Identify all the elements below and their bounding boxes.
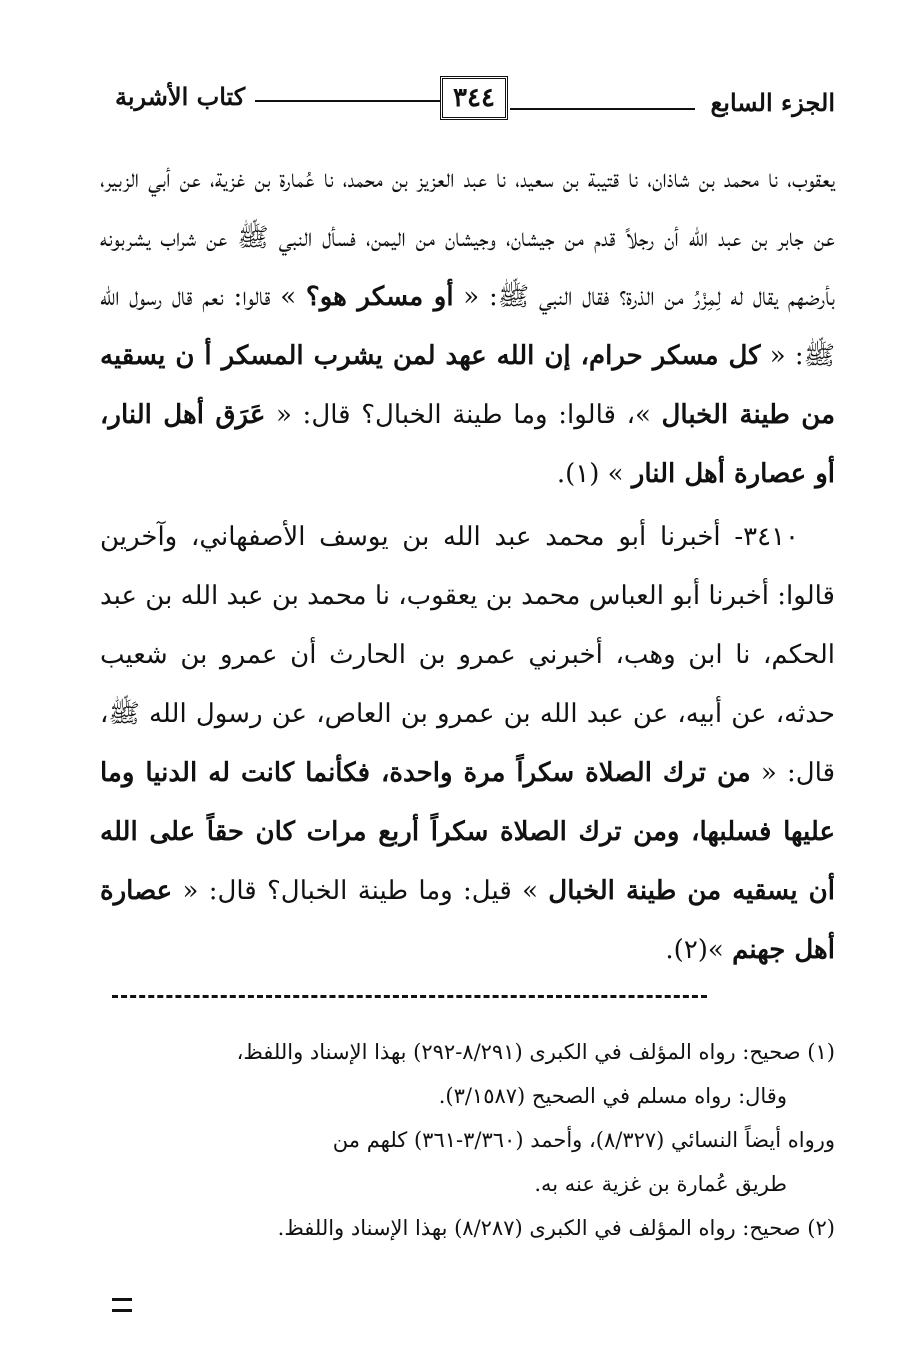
footnote-2: (٢) صحيح: رواه المؤلف في الكبرى (٨/٢٨٧) بهذا الإسناد واللفظ. (277, 1216, 835, 1240)
prophetic-quote: أو مسكر هو؟ (305, 282, 454, 312)
footnote-1-line: ورواه أيضاً النسائي (٨/٣٢٧)، وأحمد (٣/٣٦٠-٣٦١) كلهم من (332, 1128, 835, 1152)
footnote-1-line: (١) صحيح: رواه المؤلف في الكبرى (٨/٢٩١-٢٩٢) بهذا الإسناد واللفظ، (236, 1040, 835, 1064)
text-run: يعقوب، نا محمد بن شاذان، نا قتيبة بن سعيد، نا عبد العزيز بن محمد، نا عُمارة بن غزية، عن أبي الزبير، عن جابر بن عبد الله أن رجلاً قدم من جيشان، وجيشان من اليمن، فسأل النبي ﷺ عن شراب يشربونه بأرضهم يقال له لِمِزْرُ من الذرة؟ فقال النبي ﷺ: « (100, 164, 835, 312)
paragraph-hadith-3410 (100, 508, 835, 980)
footnote-1-line: وقال: رواه مسلم في الصحيح (٣/١٥٨٧). (438, 1084, 787, 1108)
header-rule-right (510, 108, 695, 110)
prophetic-quote: من ترك الصلاة سكراً مرة واحدة، فكأنما كانت له الدنيا وما عليها فسلبها، ومن ترك الصلاة سكراً أربع مرات كان حقاً على الله أن يسقيه من طينة الخبال (100, 758, 835, 906)
header-rule-left (255, 100, 440, 102)
end-mark (112, 1298, 132, 1312)
text-run: »، قالوا: وما طينة الخبال؟ قال: « (265, 400, 662, 430)
prophetic-quote: كل مسكر حرام، إن الله عهد لمن يشرب المسكر أ ن يسقيه من طينة الخبال (100, 341, 835, 430)
footnote-separator (112, 995, 707, 998)
paragraph-hadith-continued (100, 150, 835, 504)
footnote-1-line: طريق عُمارة بن غزية عنه به. (534, 1172, 787, 1196)
running-header (115, 70, 835, 130)
footnotes (100, 1030, 835, 1250)
prophetic-quote: عَرَق أهل النار، أو عصارة أهل النار (100, 400, 835, 489)
text-run: » (١). (556, 459, 632, 489)
prophetic-quote: عصارة أهل جهنم (100, 876, 835, 965)
main-text (100, 150, 835, 980)
book-title: كتاب الأشربة (115, 82, 246, 111)
volume-label: الجزء السابع (710, 88, 835, 117)
text-run: » قالوا: نعم قال رسول الله ﷺ: « (100, 282, 835, 371)
text-run: ٣٤١٠- أخبرنا أبو محمد عبد الله بن يوسف الأصفهاني، وآخرين قالوا: أخبرنا أبو العباس محمد بن يعقوب، نا محمد بن عبد الله بن عبد الحكم، نا ابن وهب، أخبرني عمرو بن الحارث أن عمرو بن شعيب حدثه، عن أبيه، عن عبد الله بن عمرو بن العاص، عن رسول الله ﷺ، قال: « (100, 522, 835, 788)
page-number: ٣٤٤ (440, 76, 508, 120)
text-run: » قيل: وما طينة الخبال؟ قال: « (172, 876, 549, 906)
text-run: »(٢). (665, 935, 733, 965)
